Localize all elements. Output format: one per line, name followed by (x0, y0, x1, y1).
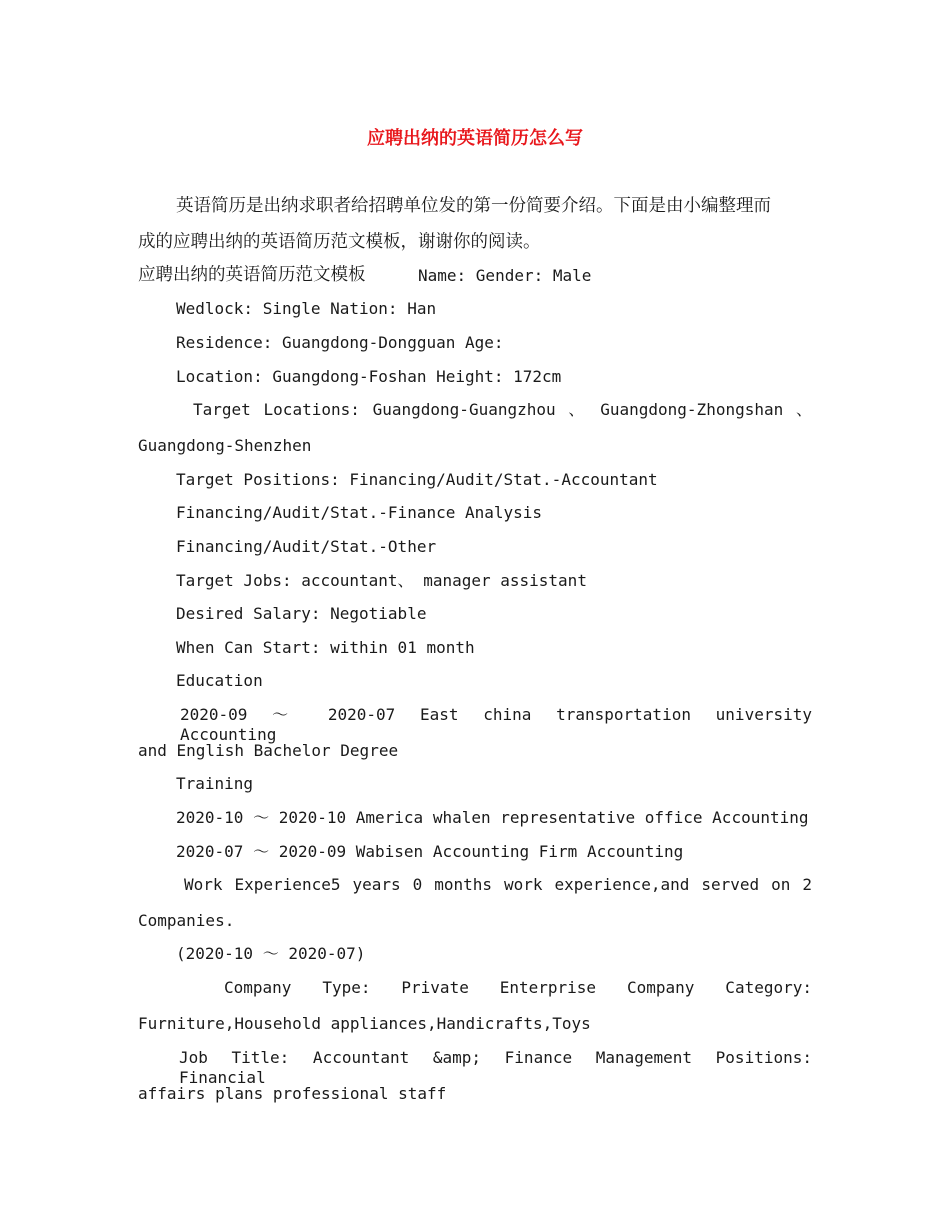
intro-line-1: 英语简历是出纳求职者给招聘单位发的第一份简要介绍。下面是由小编整理而 (176, 196, 771, 216)
work-experience-line-2: Companies. (138, 911, 235, 930)
target-locations-line-2: Guangdong-Shenzhen (138, 436, 312, 455)
training-heading: Training (176, 774, 254, 793)
target-locations-line-1: Target Locations: Guangdong-Guangzhou 、 Guangdong-Zhongshan 、 (193, 400, 812, 419)
target-positions-line: Target Positions: Financing/Audit/Stat.-Accountant (176, 470, 658, 489)
employment-period: (2020-10 ～ 2020-07) (176, 944, 366, 963)
company-line-1: Company Type: Private Enterprise Company Category: (224, 978, 812, 997)
company-line-2: Furniture,Household appliances,Handicrafts,Toys (138, 1014, 591, 1033)
position-line-3: Financing/Audit/Stat.-Other (176, 537, 437, 556)
education-line-1: 2020-09 ～ 2020-07 East china transportation university Accounting (180, 705, 812, 744)
work-experience-line-1: Work Experience5 years 0 months work experience,and served on 2 (184, 875, 812, 894)
training-line-1: 2020-10 ～ 2020-10 America whalen representative office Accounting (176, 808, 809, 827)
intro-line-2: 成的应聘出纳的英语简历范文模板，谢谢你的阅读。 (138, 232, 541, 252)
target-jobs-line: Target Jobs: accountant、 manager assistant (176, 571, 587, 590)
document-title: 应聘出纳的英语简历怎么写 (367, 128, 583, 149)
when-can-start-line: When Can Start: within 01 month (176, 638, 475, 657)
residence-line: Residence: Guangdong-Dongguan Age: (176, 333, 504, 352)
job-title-line-2: affairs plans professional staff (138, 1084, 447, 1103)
location-line: Location: Guangdong-Foshan Height: 172cm (176, 367, 562, 386)
sample-heading: 应聘出纳的英语简历范文模板 (138, 265, 366, 285)
training-line-2: 2020-07 ～ 2020-09 Wabisen Accounting Firm Accounting (176, 842, 684, 861)
position-line-2: Financing/Audit/Stat.-Finance Analysis (176, 503, 543, 522)
wedlock-line: Wedlock: Single Nation: Han (176, 299, 437, 318)
education-line-2: and English Bachelor Degree (138, 741, 399, 760)
job-title-line-1: Job Title: Accountant &amp; Finance Management Positions: Financial (179, 1048, 812, 1087)
name-gender-line: Name: Gender: Male (418, 266, 592, 285)
education-heading: Education (176, 671, 263, 690)
desired-salary-line: Desired Salary: Negotiable (176, 604, 427, 623)
